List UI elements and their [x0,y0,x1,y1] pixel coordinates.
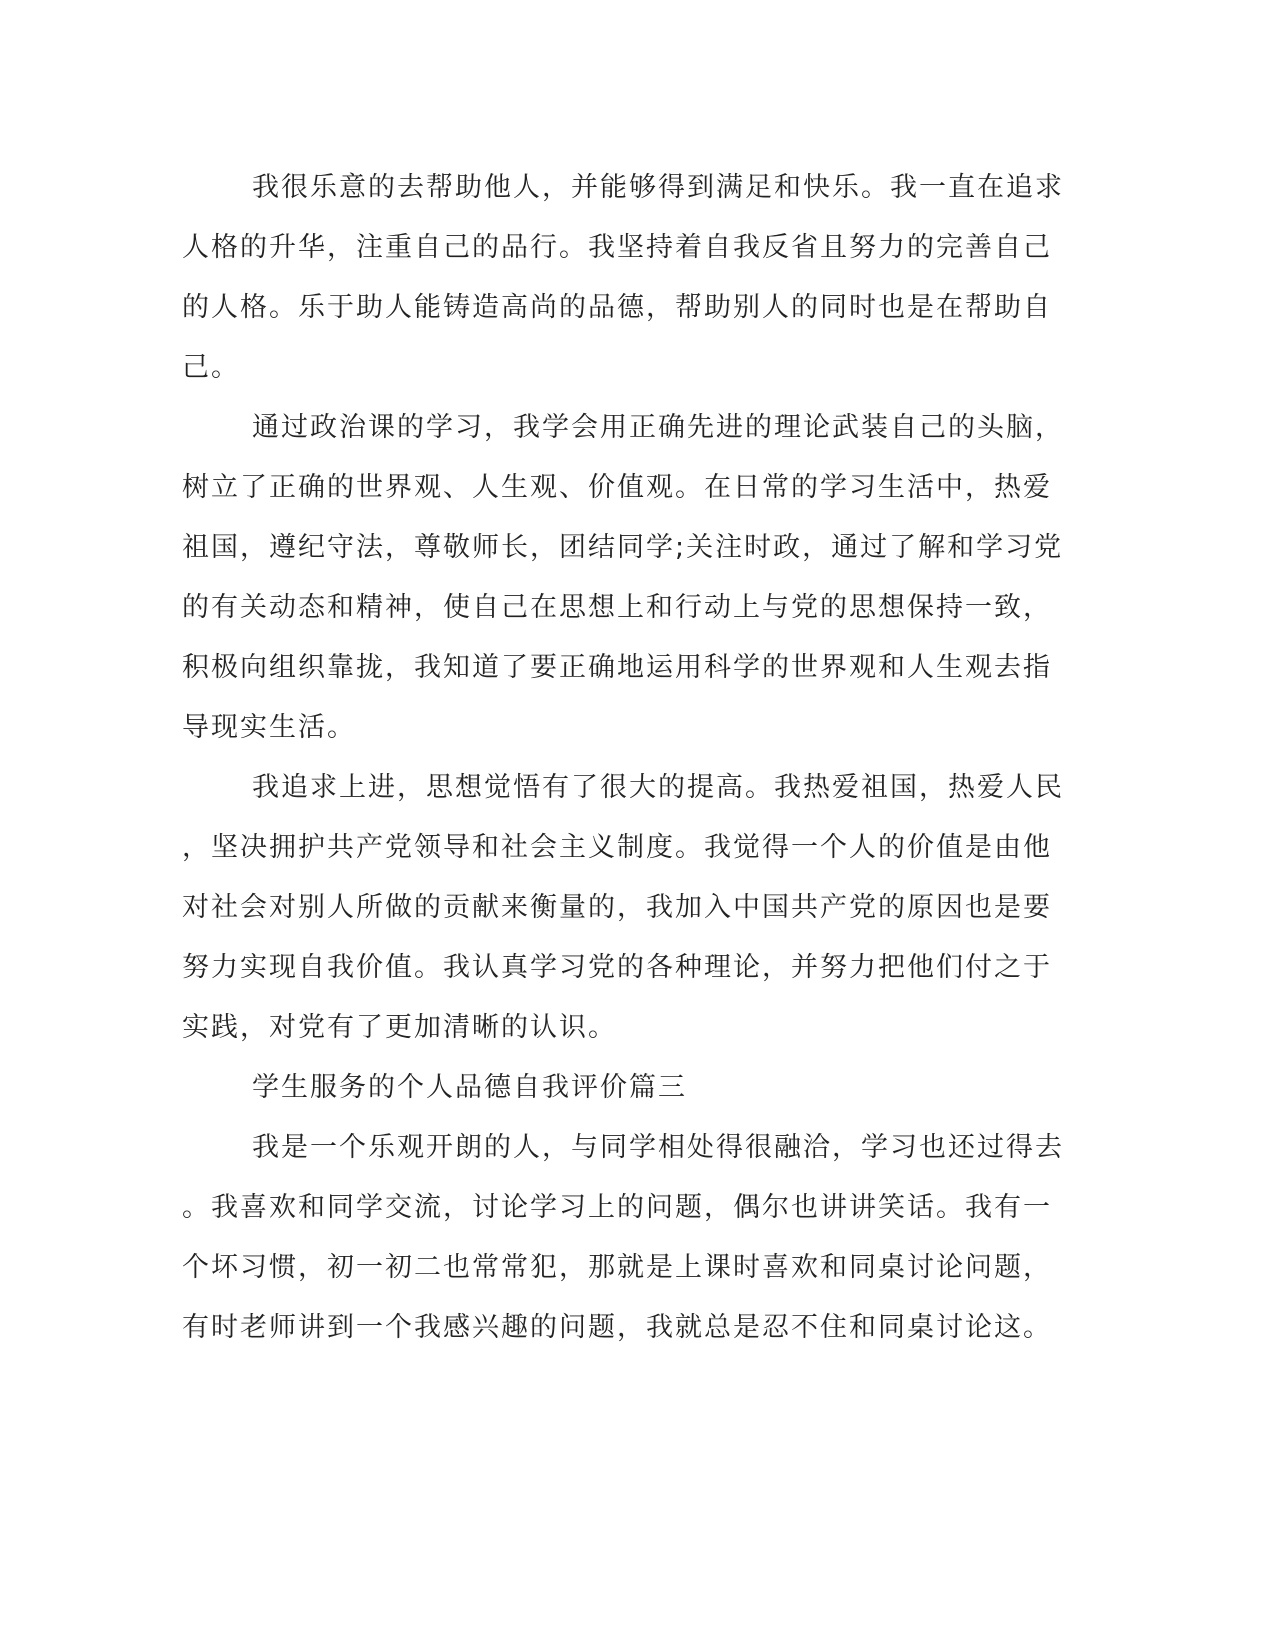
paragraph-4-line-1: 我是一个乐观开朗的人，与同学相处得很融洽，学习也还过得去 [252,1132,1064,1163]
paragraph-2-line-2: 树立了正确的世界观、人生观、价值观。在日常的学习生活中，热爱 [182,472,1052,503]
paragraph-4-line-2: 。我喜欢和同学交流，讨论学习上的问题，偶尔也讲讲笑话。我有一 [182,1192,1052,1223]
document-body [182,158,1062,1358]
paragraph-1-line-2: 人格的升华，注重自己的品行。我坚持着自我反省且努力的完善自己 [182,232,1052,263]
paragraph-4-line-3: 个坏习惯，初一初二也常常犯，那就是上课时喜欢和同桌讨论问题， [182,1252,1052,1283]
paragraph-1 [182,158,1062,398]
paragraph-2-line-5: 积极向组织靠拢，我知道了要正确地运用科学的世界观和人生观去指 [182,652,1052,683]
paragraph-1-line-4: 己。 [182,352,240,383]
paragraph-4 [182,1118,1062,1358]
section-heading: 学生服务的个人品德自我评价篇三 [252,1072,687,1103]
paragraph-2 [182,398,1062,758]
paragraph-2-line-1: 通过政治课的学习，我学会用正确先进的理论武装自己的头脑， [252,412,1064,443]
paragraph-3-line-1: 我追求上进，思想觉悟有了很大的提高。我热爱祖国，热爱人民 [252,772,1064,803]
paragraph-2-line-6: 导现实生活。 [182,712,356,743]
paragraph-2-line-3: 祖国，遵纪守法，尊敬师长，团结同学;关注时政，通过了解和学习党 [182,532,1064,563]
paragraph-3 [182,758,1062,1058]
paragraph-1-line-3: 的人格。乐于助人能铸造高尚的品德，帮助别人的同时也是在帮助自 [182,292,1052,323]
paragraph-3-line-5: 实践，对党有了更加清晰的认识。 [182,1012,617,1043]
paragraph-1-line-1: 我很乐意的去帮助他人，并能够得到满足和快乐。我一直在追求 [252,172,1064,203]
paragraph-3-line-4: 努力实现自我价值。我认真学习党的各种理论，并努力把他们付之于 [182,952,1052,983]
paragraph-2-line-4: 的有关动态和精神，使自己在思想上和行动上与党的思想保持一致， [182,592,1052,623]
paragraph-3-line-2: ，坚决拥护共产党领导和社会主义制度。我觉得一个人的价值是由他 [182,832,1052,863]
paragraph-3-line-3: 对社会对别人所做的贡献来衡量的，我加入中国共产党的原因也是要 [182,892,1052,923]
paragraph-4-line-4: 有时老师讲到一个我感兴趣的问题，我就总是忍不住和同桌讨论这。 [182,1312,1052,1343]
